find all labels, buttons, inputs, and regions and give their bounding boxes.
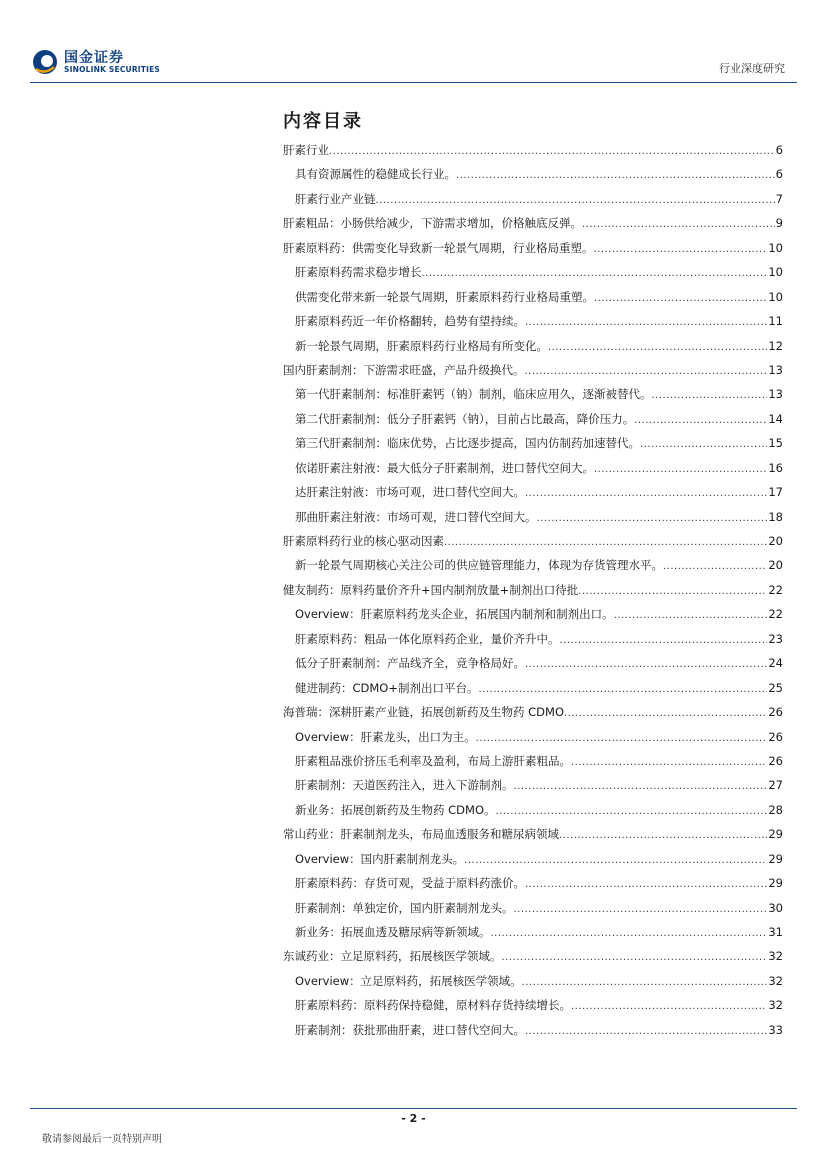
- toc-entry-title: 肝素原料药：存货可观，受益于原料药涨价。: [295, 876, 525, 891]
- toc-entry-page: 31: [768, 925, 783, 939]
- toc-entry-title: 肝素原料药：粗品一体化原料药企业，量价齐升中。: [295, 631, 560, 646]
- toc-entry-title: 常山药业：肝素制剂龙头，布局血透服务和糖尿病领域: [283, 827, 559, 842]
- toc-entry[interactable]: [283, 875, 783, 899]
- toc-entry-page: 13: [768, 362, 783, 377]
- toc-entry-page: 29: [768, 851, 783, 866]
- toc-entry[interactable]: [283, 948, 783, 972]
- toc-entry[interactable]: [283, 631, 783, 655]
- toc-entry[interactable]: [283, 386, 783, 410]
- toc-entry-title: 低分子肝素制剂：产品线齐全，竞争格局好。: [295, 656, 525, 671]
- toc-entry[interactable]: [283, 289, 783, 313]
- toc-dot-leader: [476, 733, 768, 744]
- toc-dot-leader: [614, 610, 768, 621]
- toc-entry-page: 20: [768, 534, 783, 548]
- toc-entry[interactable]: [283, 680, 783, 704]
- toc-entry-title: 依诺肝素注射液：最大低分子肝素制剂，进口替代空间大。: [295, 460, 594, 475]
- toc-entry-title: 肝素行业产业链: [295, 191, 376, 206]
- toc-dot-leader: [496, 806, 768, 817]
- toc-entry-page: 12: [768, 338, 783, 353]
- toc-entry-page: 9: [775, 216, 783, 231]
- toc-dot-leader: [594, 244, 768, 255]
- toc-entry[interactable]: [283, 362, 783, 386]
- toc-entry-page: 10: [768, 265, 783, 280]
- page-number: - 2 -: [401, 1112, 426, 1125]
- toc-entry-page: 29: [768, 876, 783, 891]
- toc-entry[interactable]: [283, 997, 783, 1021]
- toc-entry-page: 26: [768, 729, 783, 744]
- toc-entry-title: 肝素制剂：获批那曲肝素，进口替代空间大。: [295, 1022, 525, 1037]
- toc-entry-title: 新一轮景气周期核心关注公司的供应链管理能力，体现为存货管理水平。: [295, 558, 663, 573]
- sinolink-logo-icon: [32, 49, 58, 75]
- toc-dot-leader: [525, 879, 767, 890]
- toc-entry[interactable]: [283, 215, 783, 239]
- toc-dot-leader: [594, 293, 767, 304]
- toc-entry[interactable]: [283, 1022, 783, 1046]
- toc-entry[interactable]: [283, 509, 783, 533]
- toc-dot-leader: [479, 684, 768, 695]
- toc-entry-title: 第三代肝素制剂：临床优势，占比逐步提高，国内仿制药加速替代。: [295, 436, 640, 451]
- toc-entry-title: 国内肝素制剂：下游需求旺盛，产品升级换代。: [283, 362, 525, 377]
- toc-entry-title: Overview：肝素龙头，出口为主。: [295, 729, 476, 744]
- toc-entry[interactable]: [283, 240, 783, 264]
- toc-dot-leader: [582, 219, 775, 230]
- toc-entry[interactable]: [283, 533, 783, 557]
- toc-entry-page: 15: [768, 436, 783, 451]
- toc-dot-leader: [464, 855, 767, 866]
- toc-entry[interactable]: [283, 729, 783, 753]
- toc-title: 内容目录: [283, 111, 363, 132]
- toc-entry-page: 26: [768, 753, 783, 768]
- toc-entry-title: 海普瑞：深耕肝素产业链，拓展创新药及生物药 CDMO: [283, 705, 565, 720]
- toc-entry[interactable]: [283, 655, 783, 679]
- toc-entry-title: 肝素原料药：原料药保持稳健，原材料存货持续增长。: [295, 998, 571, 1013]
- toc-entry[interactable]: [283, 557, 783, 581]
- toc-entry-page: 32: [768, 998, 783, 1013]
- toc-dot-leader: [537, 513, 768, 524]
- toc-entry-page: 24: [768, 656, 783, 671]
- toc-dot-leader: [525, 317, 767, 328]
- toc-entry[interactable]: [283, 313, 783, 337]
- toc-entry-title: 肝素原料药需求稳步增长: [295, 265, 422, 280]
- toc-entry[interactable]: [283, 973, 783, 997]
- toc-entry-page: 16: [768, 460, 783, 475]
- toc-entry-title: Overview：立足原料药，拓展核医学领域。: [295, 973, 522, 988]
- toc-entry[interactable]: [283, 606, 783, 630]
- toc-entry[interactable]: [283, 802, 783, 826]
- toc-entry[interactable]: [283, 460, 783, 484]
- toc-entry-page: 20: [768, 558, 783, 573]
- toc-entry-page: 28: [768, 802, 783, 817]
- toc-dot-leader: [444, 537, 767, 548]
- toc-entry-title: 肝素原料药行业的核心驱动因素: [283, 534, 444, 548]
- toc-entry-title: 肝素原料药近一年价格翻转，趋势有望持续。: [295, 314, 525, 329]
- toc-dot-leader: [548, 342, 767, 353]
- toc-dot-leader: [571, 1001, 767, 1012]
- toc-entry-page: 11: [768, 314, 783, 329]
- toc-entry[interactable]: [283, 851, 783, 875]
- toc-dot-leader: [491, 928, 768, 939]
- toc-dot-leader: [525, 366, 768, 377]
- toc-dot-leader: [525, 1026, 767, 1037]
- toc-dot-leader: [514, 904, 768, 915]
- footer-disclaimer: 敬请参阅最后一页特别声明: [42, 1134, 162, 1145]
- toc-entry-page: 10: [768, 240, 783, 255]
- toc-entry-title: 肝素粗品：小肠供给减少，下游需求增加，价格触底反弹。: [283, 216, 582, 231]
- toc-dot-leader: [560, 635, 768, 646]
- toc-entry[interactable]: [283, 191, 783, 215]
- page-header: [0, 0, 827, 90]
- toc-entry-page: 14: [768, 411, 783, 426]
- toc-entry-title: 第一代肝素制剂：标准肝素钙（钠）制剂，临床应用久，逐渐被替代。: [295, 387, 652, 402]
- toc-dot-leader: [525, 488, 767, 499]
- toc-entry[interactable]: [283, 777, 783, 801]
- toc-entry[interactable]: [283, 753, 783, 777]
- toc-entry-title: 第二代肝素制剂：低分子肝素钙（钠），目前占比最高，降价压力。: [295, 411, 635, 426]
- toc-entry[interactable]: [283, 704, 783, 728]
- toc-entry-page: 22: [768, 607, 783, 622]
- toc-entry[interactable]: [283, 264, 783, 288]
- toc-entry-page: 10: [768, 289, 783, 304]
- toc-entry-title: 新业务：拓展创新药及生物药 CDMO。: [295, 802, 496, 817]
- toc-entry-page: 30: [768, 900, 783, 915]
- footer-divider: [30, 1108, 797, 1109]
- logo-english-name: SINOLINK SECURITIES: [64, 65, 161, 74]
- toc-dot-leader: [663, 561, 767, 572]
- toc-entry[interactable]: [283, 435, 783, 459]
- table-of-contents: [283, 142, 783, 1046]
- toc-dot-leader: [652, 390, 768, 401]
- header-divider: [30, 82, 797, 83]
- toc-entry-title: 肝素制剂：天道医药注入，进入下游制剂。: [295, 778, 514, 793]
- toc-entry[interactable]: [283, 582, 783, 606]
- toc-entry-page: 17: [768, 485, 783, 500]
- toc-dot-leader: [376, 195, 775, 206]
- toc-entry-title: 健友制药：原料药量价齐升+国内制剂放量+制剂出口待批: [283, 582, 579, 597]
- toc-dot-leader: [640, 439, 767, 450]
- toc-entry-page: 18: [768, 509, 783, 524]
- toc-entry-page: 6: [775, 167, 783, 182]
- toc-entry-page: 32: [768, 973, 783, 988]
- toc-entry-page: 6: [775, 143, 783, 157]
- toc-entry-page: 32: [768, 949, 783, 964]
- toc-entry-page: 7: [775, 191, 783, 206]
- toc-entry-title: 新一轮景气周期，肝素原料药行业格局有所变化。: [295, 338, 548, 353]
- report-type-label: 行业深度研究: [719, 62, 785, 75]
- toc-entry-page: 33: [768, 1022, 783, 1037]
- toc-entry[interactable]: [283, 411, 783, 435]
- toc-dot-leader: [525, 659, 767, 670]
- toc-dot-leader: [634, 415, 767, 426]
- toc-dot-leader: [578, 586, 767, 597]
- toc-entry-title: 新业务：拓展血透及糖尿病等新领域。: [295, 925, 491, 939]
- toc-dot-leader: [514, 781, 768, 792]
- toc-entry-title: 肝素原料药：供需变化导致新一轮景气周期，行业格局重塑。: [283, 240, 594, 255]
- toc-dot-leader: [522, 977, 768, 988]
- toc-dot-leader: [594, 464, 767, 475]
- toc-entry[interactable]: [283, 484, 783, 508]
- toc-dot-leader: [559, 830, 767, 841]
- toc-entry[interactable]: [283, 900, 783, 924]
- toc-entry-page: 27: [768, 778, 783, 793]
- toc-entry-title: 供需变化带来新一轮景气周期，肝素原料药行业格局重塑。: [295, 289, 594, 304]
- logo-chinese-name: 国金证券: [64, 50, 124, 66]
- company-logo: [30, 45, 170, 79]
- toc-dot-leader: [502, 952, 768, 963]
- toc-entry-title: 具有资源属性的稳健成长行业。: [295, 167, 456, 182]
- toc-entry-page: 26: [768, 705, 783, 720]
- toc-entry[interactable]: [283, 166, 783, 190]
- toc-dot-leader: [422, 268, 768, 279]
- toc-entry-title: 达肝素注射液：市场可观，进口替代空间大。: [295, 485, 525, 500]
- toc-entry-page: 25: [768, 680, 783, 695]
- toc-entry-title: 肝素粗品涨价挤压毛利率及盈利，布局上游肝素粗品。: [295, 753, 571, 768]
- toc-entry-title: 肝素制剂：单独定价，国内肝素制剂龙头。: [295, 900, 514, 915]
- toc-entry-title: Overview：国内肝素制剂龙头。: [295, 851, 465, 866]
- toc-entry-page: 29: [768, 827, 783, 842]
- toc-entry-title: Overview：肝素原料药龙头企业，拓展国内制剂和制剂出口。: [295, 607, 614, 622]
- toc-dot-leader: [571, 757, 767, 768]
- toc-dot-leader: [456, 170, 775, 181]
- toc-dot-leader: [329, 146, 775, 157]
- toc-entry[interactable]: [283, 338, 783, 362]
- toc-entry[interactable]: [283, 142, 783, 166]
- toc-entry-title: 东诚药业：立足原料药，拓展核医学领域。: [283, 949, 502, 964]
- toc-entry-page: 23: [768, 631, 783, 646]
- toc-entry-title: 肝素行业: [283, 143, 329, 157]
- toc-entry[interactable]: [283, 924, 783, 948]
- toc-entry-page: 22: [768, 582, 783, 597]
- toc-entry[interactable]: [283, 826, 783, 850]
- toc-dot-leader: [564, 708, 767, 719]
- toc-entry-title: 那曲肝素注射液：市场可观，进口替代空间大。: [295, 509, 537, 524]
- toc-entry-title: 健进制药：CDMO+制剂出口平台。: [295, 680, 479, 695]
- toc-entry-page: 13: [768, 387, 783, 402]
